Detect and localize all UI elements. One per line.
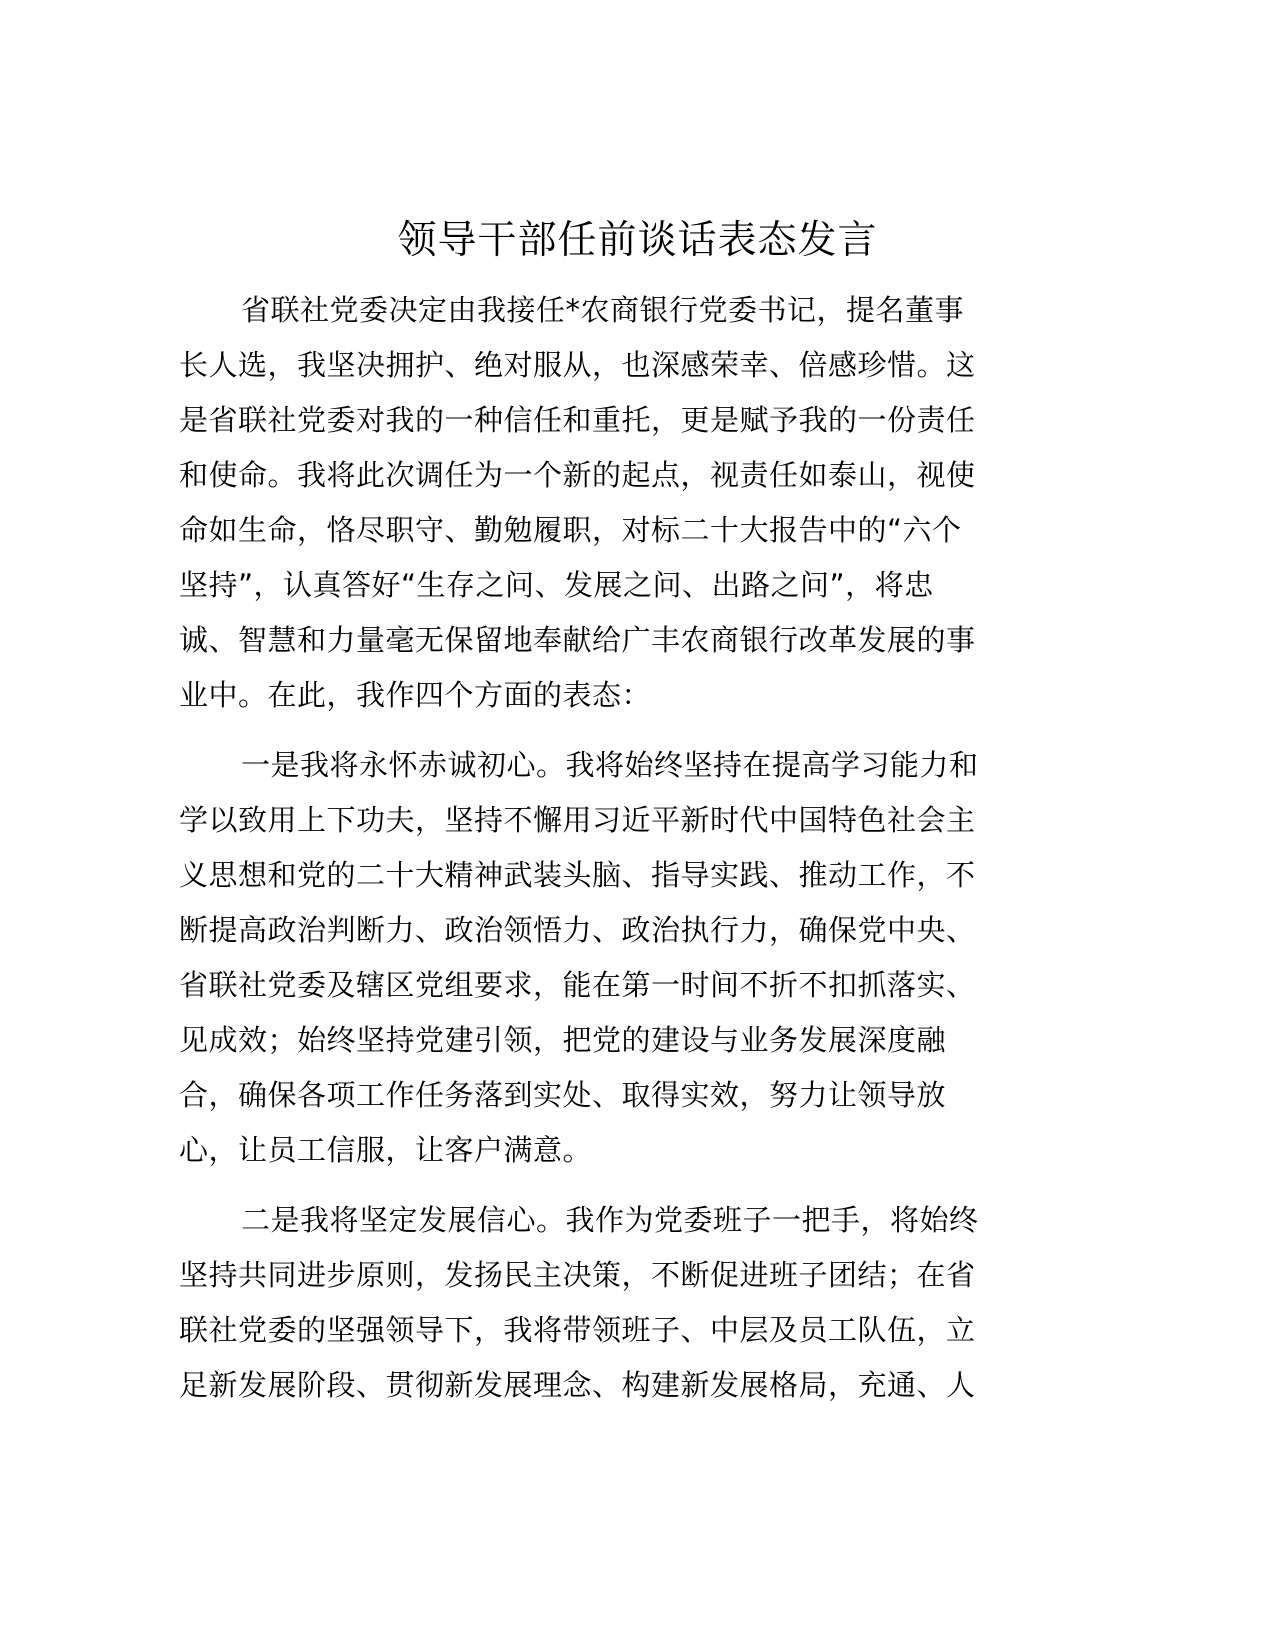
paragraph-line: 命如生命，恪尽职守、勤勉履职，对标二十大报告中的“六个 — [179, 513, 962, 547]
paragraph-line: 见成效；始终坚持党建引领，把党的建设与业务发展深度融 — [179, 1023, 947, 1057]
paragraph-line: 是省联社党委对我的一种信任和重托，更是赋予我的一份责任 — [179, 403, 976, 437]
document-title: 领导干部任前谈话表态发言 — [397, 218, 878, 263]
paragraph-line: 二是我将坚定发展信心。我作为党委班子一把手，将始终 — [241, 1203, 979, 1237]
paragraph-line: 和使命。我将此次调任为一个新的起点，视责任如泰山，视使 — [179, 458, 976, 492]
paragraph-line: 义思想和党的二十大精神武装头脑、指导实践、推动工作，不 — [179, 858, 976, 892]
paragraph-line: 坚持共同进步原则，发扬民主决策，不断促进班子团结；在省 — [179, 1258, 976, 1292]
paragraph-line: 坚持”，认真答好“生存之问、发展之问、出路之问”，将忠 — [179, 568, 934, 602]
paragraph-line: 心，让员工信服，让客户满意。 — [179, 1133, 593, 1167]
paragraph-line: 业中。在此，我作四个方面的表态： — [179, 678, 652, 712]
paragraph-line: 合，确保各项工作任务落到实处、取得实效，努力让领导放 — [179, 1078, 947, 1112]
paragraph-line: 联社党委的坚强领导下，我将带领班子、中层及员工队伍，立 — [179, 1313, 976, 1347]
paragraph-line: 省联社党委决定由我接任*农商银行党委书记，提名董事 — [241, 293, 965, 327]
paragraph-line: 一是我将永怀赤诚初心。我将始终坚持在提高学习能力和 — [241, 748, 979, 782]
paragraph-line: 断提高政治判断力、政治领悟力、政治执行力，确保党中央、 — [179, 913, 976, 947]
paragraph-line: 学以致用上下功夫，坚持不懈用习近平新时代中国特色社会主 — [179, 803, 976, 837]
paragraph-line: 足新发展阶段、贯彻新发展理念、构建新发展格局，充通、人 — [179, 1368, 976, 1402]
paragraph-line: 省联社党委及辖区党组要求，能在第一时间不折不扣抓落实、 — [179, 968, 976, 1002]
paragraph-line: 长人选，我坚决拥护、绝对服从，也深感荣幸、倍感珍惜。这 — [179, 348, 976, 382]
paragraph-line: 诚、智慧和力量毫无保留地奉献给广丰农商银行改革发展的事 — [179, 623, 976, 657]
